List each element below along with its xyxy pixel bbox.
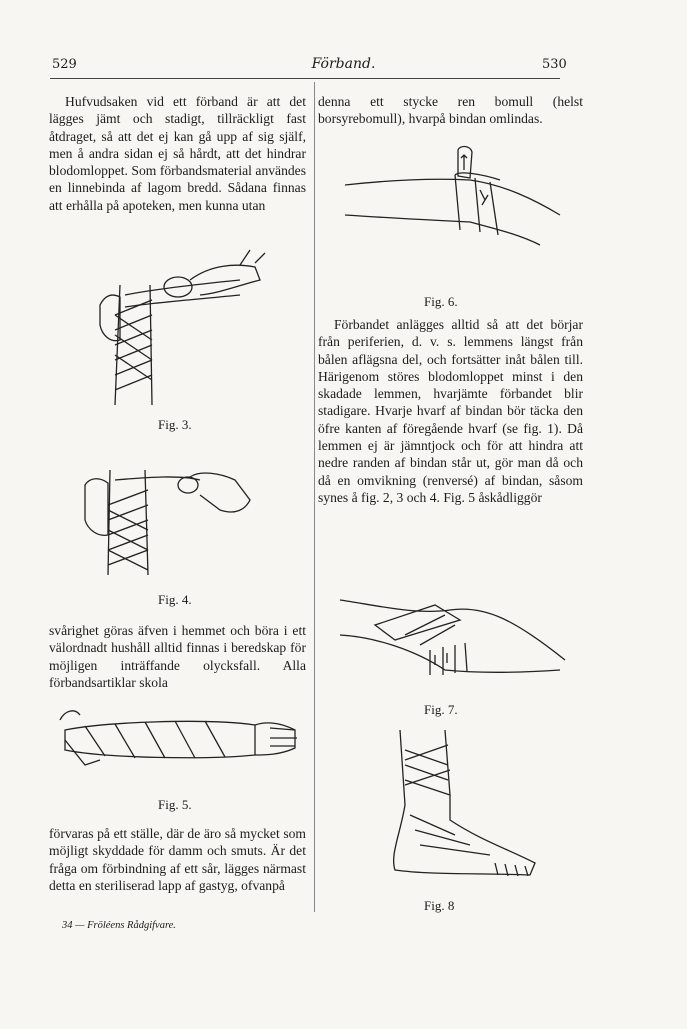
- figure-3-caption: Fig. 3.: [158, 417, 192, 432]
- figure-8-caption: Fig. 8: [424, 898, 455, 913]
- page-number-left: 529: [52, 57, 77, 72]
- page-number-right: 530: [542, 57, 567, 72]
- figure-7-illustration: [335, 565, 570, 685]
- figure-5-caption: Fig. 5.: [158, 797, 192, 812]
- running-title: Förband.: [311, 56, 376, 72]
- figure-4-caption: Fig. 4.: [158, 592, 192, 607]
- right-paragraph-1: denna ett stycke ren bomull (helst borsyrebomull), hvarpå bindan omlindas.: [318, 94, 583, 127]
- figure-8-illustration: [370, 725, 550, 890]
- figure-4-illustration: [70, 455, 270, 585]
- right-paragraph-2: Förbandet anlägges alltid så att det börjar från periferien, d. v. s. lemmens längst från bålen aflägsna del, och fortsätter inåt bålen till. Härigenom störes blodomloppet minst i den skadade lemmen, hvarjämte förbandet blir stadigare. Hvarje hvarf af bindan bör täcka den öfre kanten af föregående hvarf (se fig. 1). Då lemmen ej är jämntjock och för att hindra att nedre randen af bindan står ut, gör man då och då en omvikning (renversé) af bindan, såsom synes å fig. 2, 3 och 4. Fig. 5 åskådliggör: [318, 317, 583, 505]
- left-paragraph-3: förvaras på ett ställe, där de äro så mycket som möjligt skyddade för damm och smuts. Är det fråga om förbindning af ett sår, lägges närmast detta en steriliserad lapp af gastyg, ofvanpå: [49, 826, 306, 893]
- page-footer-note: 34 — Fröléens Rådgifvare.: [62, 920, 176, 931]
- figure-3-illustration: [90, 245, 280, 410]
- figure-7-caption: Fig. 7.: [424, 702, 458, 717]
- figure-6-illustration: [340, 140, 565, 250]
- figure-6-caption: Fig. 6.: [424, 294, 458, 309]
- left-paragraph-1: Hufvudsaken vid ett förband är att det lägges jämt och stadigt, tillräckligt fast åtdraget, så att det ej kan gå upp af sig själf, men å andra sidan ej så hårdt, att det hindrar blodomloppet. Som förbandsmaterial användes en linnebinda af lagom bredd. Sådana finnas att erhålla på apoteken, men kunna utan: [49, 94, 306, 213]
- header-rule: [50, 78, 560, 79]
- column-divider: [314, 82, 315, 912]
- left-paragraph-2: svårighet göras äfven i hemmet och böra i ett välordnadt hushåll alltid finnas i beredskap för möjligen inträffande olycksfall. Alla förbandsartiklar skola: [49, 623, 306, 690]
- figure-5-illustration: [55, 700, 300, 775]
